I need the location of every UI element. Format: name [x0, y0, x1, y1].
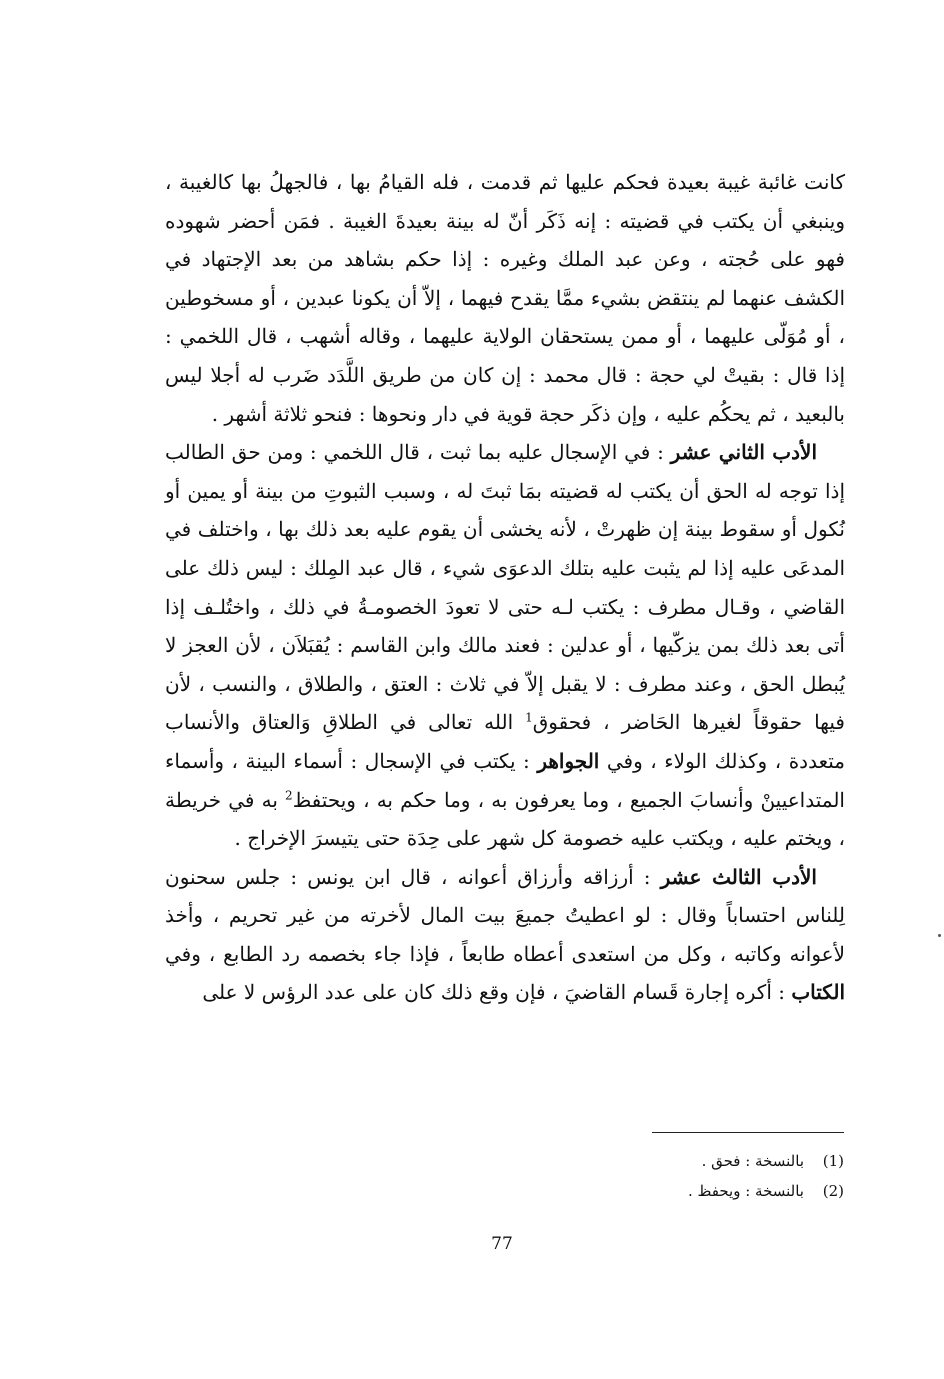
section-heading-13: الأدب الثالث عشر [660, 864, 817, 889]
paragraph-2-text-b: الله تعالى في الطلاقِ وَالعتاق والأنساب متعددة ، وكذلك الولاء ، وفي [165, 710, 845, 773]
footnote-2 [560, 1176, 844, 1206]
footnote-number: (1) [822, 1152, 844, 1170]
paragraph-2-text-d: به في خريطة ، ويختم عليه ، ويكتب عليه خصومة كل شهر على حِدَة حتى يتيسرَ الإخراج . [165, 787, 845, 851]
main-text [165, 163, 845, 1012]
footnote-divider [652, 1132, 844, 1133]
paragraph-2-text-a: : في الإسجال عليه بما ثبت ، قال اللخمي : ومن حق الطالب إذا توجه له الحق أن يكتب له قضيته بمَا ثبتَ له ، وسبب الثبوتِ من بينة أو يمين أو نُكول أو سقوط بينة إن ظهرتْ ، لأنه يخشى أن يقوم عليه بعد ذلك بها ، واختلف في المدعَى عليه إذا لم يثبت عليه بتلك الدعوَى شيء ، قال عبد المِلك : ليس ذلك على القاضي ، وقـال مطرف : يكتب لـه حتى لا تعودَ الخصومـةُ في ذلك ، واختُلـف إذا أتى بعد ذلك بمن يزكّيها ، أو عدلين : فعند مالك وابن القاسم : يُقبَلاَن ، لأن العجز لا يُبطل الحق ، وعند مطرف : لا يقبل إلاّ في ثلاث : العتق ، والطلاق ، والنسب ، لأن فيها حقوقاً لغيرها الحَاضر ، فحقوق [165, 440, 845, 735]
footnote-ref-2: 2 [285, 787, 293, 802]
paragraph-3-text-b: : أكره إجارة قَسام القاضيَ ، فإن وقع ذلك كان على عدد الرؤس لا على [202, 980, 792, 1005]
footnotes [560, 1146, 844, 1206]
footnote-text: بالنسخة : ويحفظ . [687, 1182, 804, 1200]
paragraph-2 [165, 433, 845, 858]
footnote-ref-1: 1 [525, 710, 533, 725]
keyword-kitab: الكتاب [791, 980, 845, 1005]
paragraph-3 [165, 858, 845, 1012]
footnote-1 [560, 1146, 844, 1176]
paragraph-1: كانت غائبة غيبة بعيدة فحكم عليها ثم قدمت ، فله القيامُ بها ، فالجهلُ بها كالغيبة ، وينبغي أن يكتب في قضيته : إنه ذَكَر أنّ له بينة بعيدةَ الغيبة . فمَن أحضر شهوده فهو على حُجته ، وعن عبد الملك وغيره : إذا حكم بشاهد من بعد الإجتهاد في الكشف عنهما لم ينتقض بشيء ممَّا يقدح فيهما ، إلاّ أن يكونا عبدين ، أو مسخوطين ، أو مُوَلّى عليهما ، أو ممن يستحقان الولاية عليهما ، وقاله أشهب ، قال اللخمي : إذا قال : بقيتْ لي حجة : قال محمد : إن كان من طريق اللَّدَد ضَرب له أجلا ليس بالبعيد ، ثم يحكُم عليه ، وإن ذكَر حجة قوية في دار ونحوها : فنحو ثلاثة أشهر . [165, 170, 845, 426]
footnote-text: بالنسخة : فحق . [701, 1152, 804, 1170]
section-heading-12: الأدب الثاني عشر [670, 440, 817, 465]
scan-speck [938, 934, 941, 937]
footnote-number: (2) [822, 1182, 844, 1200]
paragraph-2-text-c: : يكتب في الإسجال : أسماء البينة ، وأسماء المتداعيينْ وأنسابَ الجميع ، وما يعرفون به ، وما حكم به ، ويحتفظ [165, 748, 845, 812]
page-number: 77 [491, 1234, 513, 1254]
keyword-jawahir: الجواهر [537, 748, 600, 773]
paragraph-3-text-a: : أرزاقه وأرزاق أعوانه ، قال ابن يونس : جلس سحنون لِلناس احتساباً وقال : لو اعطيتُ جميعَ بيت المال لأخرته من غير تحريم ، وأخذ لأعوانه وكاتبه ، وكل من استعدى أعطاه طابعاً ، فإذا جاء بخصمه رد الطابع ، وفي [165, 864, 845, 966]
